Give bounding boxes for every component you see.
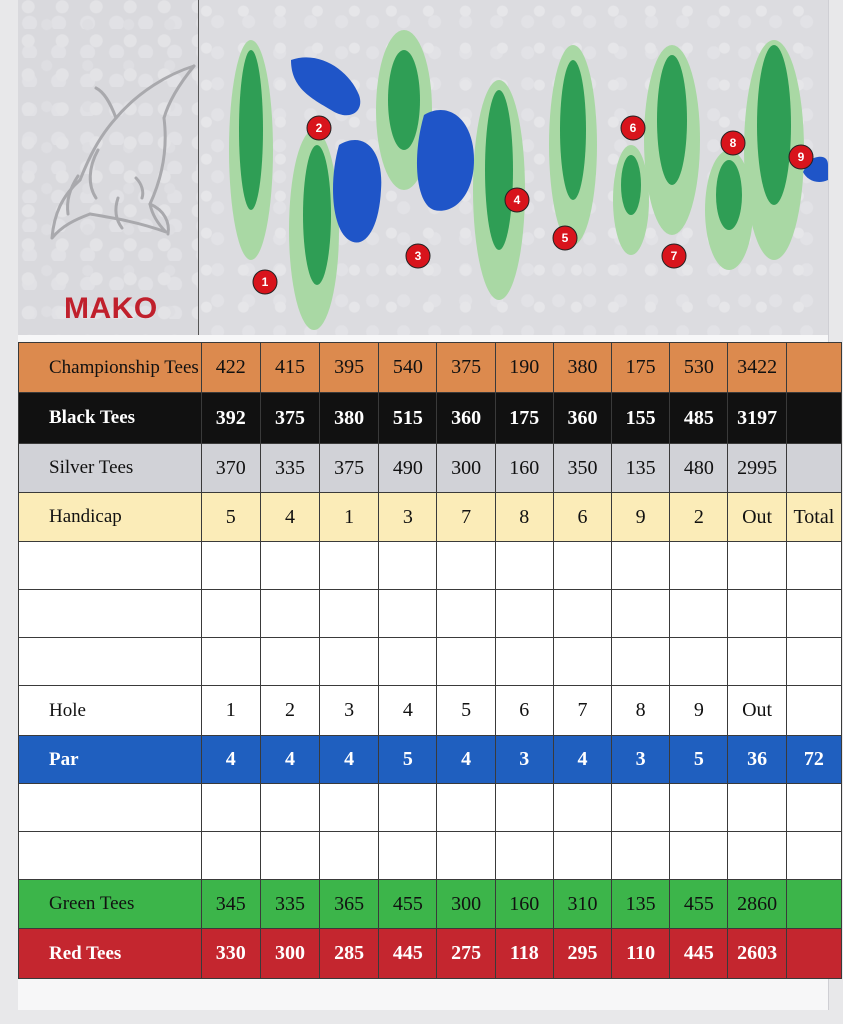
cell: 110 — [612, 929, 670, 979]
hole-marker-2 — [307, 116, 331, 140]
row-silver-tees — [19, 444, 842, 493]
score-cell[interactable] — [670, 590, 728, 638]
svg-text:9: 9 — [797, 150, 805, 164]
cell: 480 — [670, 444, 728, 493]
cell: 415 — [260, 343, 319, 393]
cell: 5 — [670, 736, 728, 784]
score-cell[interactable] — [728, 542, 786, 590]
cell: 422 — [201, 343, 260, 393]
score-entry-row[interactable] — [19, 590, 842, 638]
cell: 380 — [320, 393, 379, 444]
hole-marker-4 — [505, 188, 529, 212]
score-cell[interactable] — [670, 832, 728, 880]
cell: 445 — [379, 929, 437, 979]
cell: 540 — [379, 343, 437, 393]
score-cell[interactable] — [612, 638, 670, 686]
cell: 300 — [437, 444, 495, 493]
score-cell[interactable] — [612, 542, 670, 590]
score-cell[interactable] — [379, 784, 437, 832]
cell: 155 — [612, 393, 670, 444]
svg-text:7: 7 — [670, 249, 678, 263]
cell: 135 — [612, 444, 670, 493]
row-championship-tees — [19, 343, 842, 393]
score-cell[interactable] — [495, 832, 553, 880]
score-cell[interactable] — [201, 638, 260, 686]
cell: 375 — [260, 393, 319, 444]
svg-text:4: 4 — [513, 193, 521, 207]
cell: 190 — [495, 343, 553, 393]
hole-marker-7 — [662, 244, 686, 268]
score-cell[interactable] — [786, 590, 841, 638]
score-cell[interactable] — [260, 542, 319, 590]
svg-text:1: 1 — [261, 275, 269, 289]
cell: 455 — [670, 880, 728, 929]
cell: 360 — [553, 393, 611, 444]
cell: 3 — [379, 493, 437, 542]
score-cell[interactable] — [553, 784, 611, 832]
cell: 300 — [260, 929, 319, 979]
score-cell[interactable] — [786, 832, 841, 880]
cell: 6 — [495, 686, 553, 736]
cell: 530 — [670, 343, 728, 393]
score-cell[interactable] — [437, 784, 495, 832]
cell — [786, 444, 841, 493]
score-cell[interactable] — [728, 832, 786, 880]
row-label: Black Tees — [19, 393, 202, 444]
cell: 1 — [201, 686, 260, 736]
score-cell[interactable] — [670, 542, 728, 590]
row-label: Championship Tees — [19, 343, 202, 393]
cell: 3422 — [728, 343, 786, 393]
svg-text:5: 5 — [561, 231, 569, 245]
score-cell[interactable] — [201, 590, 260, 638]
score-cell[interactable] — [728, 784, 786, 832]
cell: 4 — [260, 493, 319, 542]
cell: 9 — [612, 493, 670, 542]
score-cell[interactable] — [728, 590, 786, 638]
cell — [786, 686, 841, 736]
svg-text:6: 6 — [629, 121, 637, 135]
cell: 2 — [670, 493, 728, 542]
cell: 8 — [612, 686, 670, 736]
score-entry-row[interactable] — [19, 832, 842, 880]
cell: 310 — [553, 880, 611, 929]
cell: 4 — [437, 736, 495, 784]
score-cell[interactable] — [612, 784, 670, 832]
score-cell[interactable] — [201, 784, 260, 832]
cell: 4 — [201, 736, 260, 784]
score-cell[interactable] — [260, 832, 319, 880]
score-cell[interactable] — [495, 590, 553, 638]
score-cell[interactable] — [320, 784, 379, 832]
cell: 4 — [379, 686, 437, 736]
cell: 300 — [437, 880, 495, 929]
cell: 455 — [379, 880, 437, 929]
cell: 350 — [553, 444, 611, 493]
cell: 490 — [379, 444, 437, 493]
score-cell[interactable] — [786, 638, 841, 686]
score-cell[interactable] — [260, 590, 319, 638]
score-cell[interactable] — [612, 590, 670, 638]
cell: 485 — [670, 393, 728, 444]
score-cell[interactable] — [437, 542, 495, 590]
cell: 2 — [260, 686, 319, 736]
cell: 5 — [201, 493, 260, 542]
cell: 5 — [379, 736, 437, 784]
score-cell[interactable] — [437, 832, 495, 880]
cell: Total — [786, 493, 841, 542]
cell: 445 — [670, 929, 728, 979]
cell — [786, 880, 841, 929]
cell: 160 — [495, 880, 553, 929]
score-cell[interactable] — [670, 784, 728, 832]
scorecard — [18, 0, 835, 1010]
cell: 7 — [437, 493, 495, 542]
score-cell[interactable] — [553, 638, 611, 686]
cell: 5 — [437, 686, 495, 736]
cell — [786, 393, 841, 444]
score-cell[interactable] — [437, 590, 495, 638]
score-cell[interactable] — [379, 542, 437, 590]
cell — [786, 343, 841, 393]
cell — [786, 929, 841, 979]
cell: 36 — [728, 736, 786, 784]
score-cell[interactable] — [553, 832, 611, 880]
hole-marker-8 — [721, 131, 745, 155]
score-entry-row[interactable] — [19, 542, 842, 590]
row-label: Hole — [19, 686, 202, 736]
shark-logo-icon — [18, 0, 198, 280]
score-cell[interactable] — [320, 590, 379, 638]
player-name-cell[interactable] — [19, 784, 202, 832]
cell: 4 — [320, 736, 379, 784]
score-cell[interactable] — [379, 638, 437, 686]
course-title: MAKO — [64, 292, 158, 325]
score-cell[interactable] — [553, 590, 611, 638]
cell: 2860 — [728, 880, 786, 929]
score-cell[interactable] — [495, 784, 553, 832]
score-cell[interactable] — [495, 638, 553, 686]
cell: 380 — [553, 343, 611, 393]
row-label: Silver Tees — [19, 444, 202, 493]
score-cell[interactable] — [553, 542, 611, 590]
cell: 4 — [553, 736, 611, 784]
logo-panel — [18, 0, 199, 335]
score-cell[interactable] — [260, 638, 319, 686]
cell: 3 — [320, 686, 379, 736]
cell: 1 — [320, 493, 379, 542]
player-name-cell[interactable] — [19, 638, 202, 686]
cell: 3197 — [728, 393, 786, 444]
player-name-cell[interactable] — [19, 832, 202, 880]
hole-marker-9 — [789, 145, 813, 169]
row-label: Handicap — [19, 493, 202, 542]
cell: 7 — [553, 686, 611, 736]
score-entry-row[interactable] — [19, 638, 842, 686]
score-cell[interactable] — [786, 784, 841, 832]
score-cell[interactable] — [437, 638, 495, 686]
hole-marker-3 — [406, 244, 430, 268]
score-cell[interactable] — [201, 542, 260, 590]
cell: 330 — [201, 929, 260, 979]
score-cell[interactable] — [320, 542, 379, 590]
score-cell[interactable] — [320, 832, 379, 880]
score-cell[interactable] — [260, 784, 319, 832]
cell: 360 — [437, 393, 495, 444]
row-handicap — [19, 493, 842, 542]
hole-marker-1 — [253, 270, 277, 294]
player-name-cell[interactable] — [19, 590, 202, 638]
cell: 375 — [320, 444, 379, 493]
cell: 275 — [437, 929, 495, 979]
cell: 370 — [201, 444, 260, 493]
cell: 335 — [260, 444, 319, 493]
player-name-cell[interactable] — [19, 542, 202, 590]
hole-marker-5 — [553, 226, 577, 250]
svg-text:2: 2 — [315, 121, 323, 135]
cell: Out — [728, 493, 786, 542]
row-hole — [19, 686, 842, 736]
cell: 4 — [260, 736, 319, 784]
cell: 335 — [260, 880, 319, 929]
cell: 3 — [612, 736, 670, 784]
svg-text:3: 3 — [414, 249, 422, 263]
hole-marker-6 — [621, 116, 645, 140]
cell: 72 — [786, 736, 841, 784]
row-green-tees — [19, 880, 842, 929]
cell: 175 — [612, 343, 670, 393]
cell: 515 — [379, 393, 437, 444]
score-cell[interactable] — [612, 832, 670, 880]
cell: 6 — [553, 493, 611, 542]
score-cell[interactable] — [495, 542, 553, 590]
row-par — [19, 736, 842, 784]
cell: 3 — [495, 736, 553, 784]
cell: 2995 — [728, 444, 786, 493]
cell: 175 — [495, 393, 553, 444]
hole-map — [199, 0, 828, 335]
cell: 345 — [201, 880, 260, 929]
cell: 365 — [320, 880, 379, 929]
cell: 2603 — [728, 929, 786, 979]
row-label: Par — [19, 736, 202, 784]
cell: 295 — [553, 929, 611, 979]
cell: Out — [728, 686, 786, 736]
cell: 118 — [495, 929, 553, 979]
score-cell[interactable] — [201, 832, 260, 880]
row-red-tees — [19, 929, 842, 979]
score-cell[interactable] — [786, 542, 841, 590]
cell: 375 — [437, 343, 495, 393]
score-cell[interactable] — [728, 638, 786, 686]
row-label: Red Tees — [19, 929, 202, 979]
row-black-tees — [19, 393, 842, 444]
row-label: Green Tees — [19, 880, 202, 929]
svg-text:8: 8 — [729, 136, 737, 150]
cell: 392 — [201, 393, 260, 444]
cell: 395 — [320, 343, 379, 393]
cell: 135 — [612, 880, 670, 929]
score-entry-row[interactable] — [19, 784, 842, 832]
score-cell[interactable] — [320, 638, 379, 686]
score-cell[interactable] — [379, 832, 437, 880]
cell: 8 — [495, 493, 553, 542]
cell: 9 — [670, 686, 728, 736]
cell: 285 — [320, 929, 379, 979]
score-cell[interactable] — [379, 590, 437, 638]
score-cell[interactable] — [670, 638, 728, 686]
cell: 160 — [495, 444, 553, 493]
course-layout-map — [199, 0, 828, 335]
scorecard-table — [18, 342, 842, 979]
